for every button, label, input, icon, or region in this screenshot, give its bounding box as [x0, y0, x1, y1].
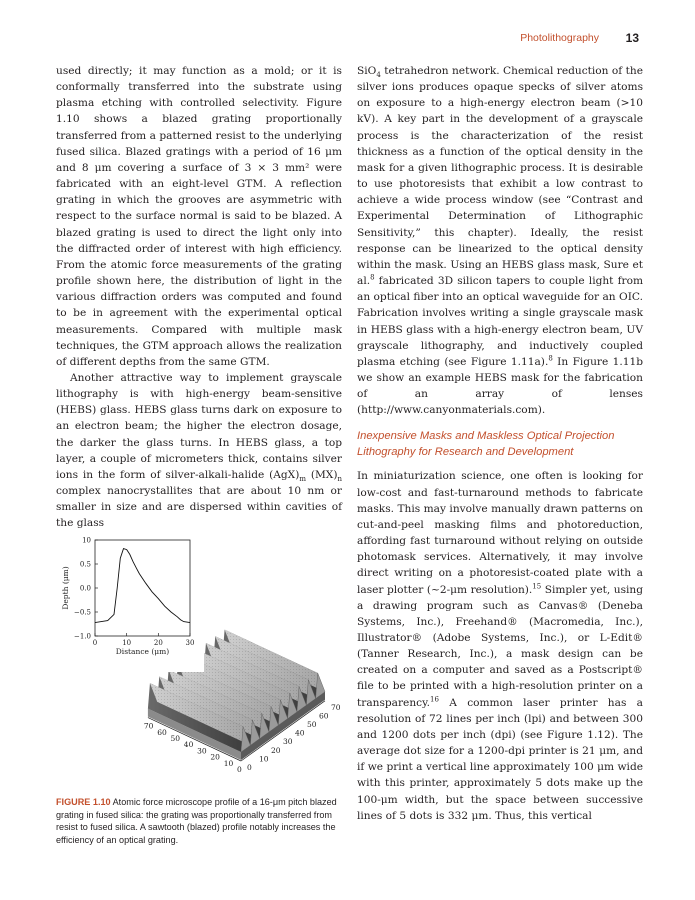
- figure-caption: [56, 796, 341, 846]
- inset-y-tick-label: 0.0: [79, 584, 91, 593]
- front-axis-tick-label: 60: [157, 727, 167, 737]
- inset-x-axis-label: Distance (μm): [115, 647, 170, 656]
- inset-x-tick-label: 20: [153, 639, 163, 647]
- page-number: 13: [625, 31, 639, 45]
- right-column: [357, 63, 643, 824]
- section-heading: Inexpensive Masks and Maskless Optical Projection Lithography for Research and Development: [357, 430, 615, 459]
- inset-x-tick-label: 30: [185, 639, 195, 647]
- paragraph: In miniaturization science, one often is looking for low-cost and fast-turnaround methods to fabricate masks. This may involve manually drawn patterns on cut-and-peel masking films and photoreduction, affording fast turnaround without relying on outside photomask services. Alternatively, it may involve direct writing on a photoresist-coated plate with a laser plotter (~2-μm resolution).$^{15}$ Simpler yet, using a drawing program such as Canvas® (Deneba Systems, Inc.), Freehand® (Macromedia, Inc.), Illustrator® (Adobe Systems, Inc.), or L-Edit® (Tanner Research, Inc.), a mask design can be created on a computer and saved as a Postscript® file to be printed with a high-resolution printer on a transparency.$^{16}$ A common laser printer has a resolution of 72 lines per inch (lpi) and between 300 and 1200 dots per inch (dpi) (see Figure 1.12). The average dot size for a 1200-dpi printer is 21 μm, and if we print a vertical line approximately 100 μm wide with this printer, approximately 5 dots make up the 100-μm width, but the space between successive lines of 5 dots is 332 μm. Thus, this vertical: [357, 470, 643, 822]
- right-axis-tick-label: 40: [295, 728, 305, 738]
- front-axis-tick-label: 0: [237, 765, 242, 774]
- inset-y-tick-label: 10: [82, 536, 91, 545]
- left-column: [56, 63, 342, 532]
- page-header: [0, 30, 695, 50]
- caption-label: FIGURE 1.10: [56, 797, 111, 807]
- right-axis-tick-label: 10: [259, 754, 269, 764]
- inset-y-axis-label: Depth (μm): [61, 566, 70, 610]
- caption-text: Atomic force microscope profile of a 16-μm pitch blazed grating in fused silica: the grating was proportionally transferred from resist to fused silica. A sawtooth (blazed) profile notably increases the efficiency of an optical grating.: [56, 797, 337, 845]
- front-axis-tick-label: 70: [143, 721, 154, 731]
- inset-y-tick-label: −0.5: [74, 608, 91, 617]
- paragraph: Another attractive way to implement grayscale lithography is with high-energy beam-sensitive (HEBS) glass. HEBS glass turns dark on exposure to an electron beam; the higher the electron dosage, the darker the glass turns. In HEBS glass, a top layer, a couple of micrometers thick, contains silver ions in the form of silver-alkali-halide $(AgX)_m$ $(MX)_n$ complex nanocrystallites that are about 10 nm or smaller in size and are dispersed within cavities of the glass: [56, 371, 342, 530]
- inset-x-tick-label: 10: [122, 639, 132, 647]
- right-axis-tick-label: 20: [271, 745, 281, 755]
- front-axis-tick-label: 30: [197, 746, 207, 756]
- right-axis-tick-label: 30: [283, 737, 293, 747]
- right-axis-tick-label: 0: [247, 763, 252, 772]
- right-axis-tick-label: 70: [331, 702, 341, 712]
- afm-figure-svg: [56, 522, 346, 792]
- inset-profile-plot: [59, 530, 204, 672]
- inset-x-tick-label: 0: [92, 639, 98, 647]
- right-axis-tick-label: 60: [319, 711, 329, 721]
- inset-plot-frame: [95, 540, 190, 636]
- inset-y-tick-label: 0.5: [79, 560, 91, 569]
- right-axis-tick-label: 50: [307, 720, 317, 729]
- front-axis-tick-label: 40: [183, 740, 194, 750]
- front-axis-tick-label: 50: [170, 734, 181, 743]
- front-axis-tick-label: 20: [210, 752, 220, 762]
- paragraph: SiO$_4$ tetrahedron network. Chemical reduction of the silver ions produces opaque specks of silver atoms on exposure to a high-energy electron beam (>10 kV). A key part in the development of a grayscale process is the characterization of the resist thickness as a function of the optical density in the mask for a given lithographic process. It is desirable to use photoresists that exhibit a low contrast to achieve a wide process window (see “Contrast and Experimental Determination of Lithographic Sensitivity,” this chapter). Ideally, the resist response can be linearized to the optical density within the mask. Using an HEBS glass mask, Sure et al.$^8$ fabricated 3D silicon tapers to couple light from an optical fiber into an optical waveguide for an OIC. Fabrication involves writing a single grayscale mask in HEBS glass with a high-energy electron beam, UV grayscale lithography, and inductively coupled plasma etching (see Figure 1.11a).$^8$ In Figure 1.11b we show an example HEBS mask for the fabrication of an array of lenses (http://www.canyonmaterials.com).: [357, 65, 644, 417]
- figure-afm: [56, 522, 346, 792]
- inset-y-tick-label: −1.0: [74, 632, 91, 641]
- running-title: Photolithography: [520, 32, 599, 44]
- paragraph: used directly; it may function as a mold; or it is conformally transferred into the substrate using plasma etching with controlled selectivity. Figure 1.10 shows a blazed grating proportionally transferred from a patterned resist to the underlying fused silica. Blazed gratings with a period of 16 μm and 8 μm covering a surface of 3 × 3 mm² were fabricated with an eight-level GTM. A reflection grating in which the grooves are asymmetric with respect to the surface normal is said to be blazed. A blazed grating is used to direct the light only into the diffracted order of interest with high efficiency. From the atomic force measurements of the grating profile shown here, the distribution of light in the various diffraction orders was computed and found to be in agreement with the experimental optical measurements. Compared with multiple mask techniques, the GTM approach allows the realization of different depths from the same GTM.: [56, 65, 342, 368]
- front-axis-tick-label: 10: [223, 758, 234, 768]
